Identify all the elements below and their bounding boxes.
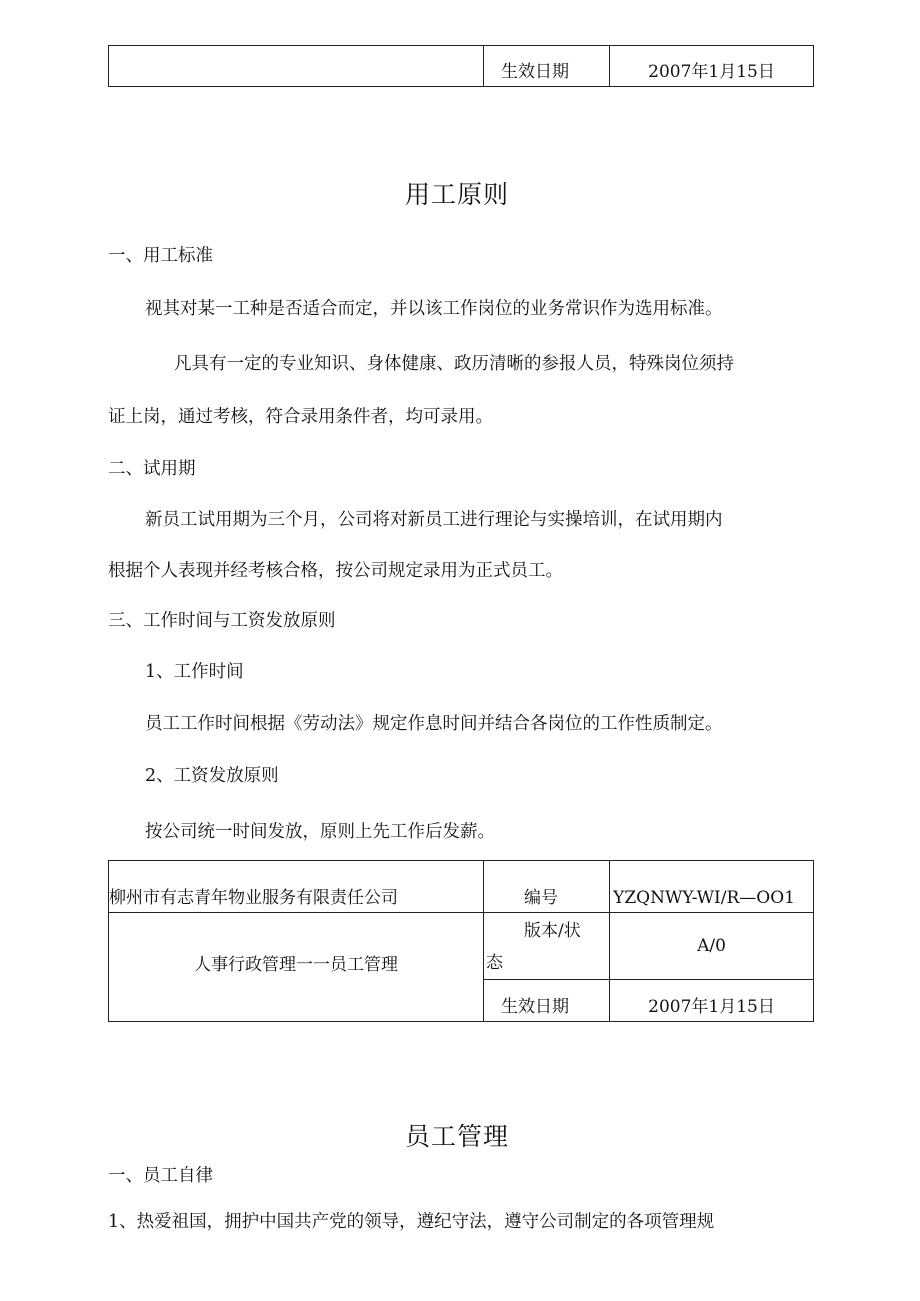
top-header-empty-cell [109, 46, 484, 87]
paragraph-probation-line1: 新员工试用期为三个月，公司将对新员工进行理论与实操培训，在试用期内 [145, 510, 723, 530]
mid-effective-date-label: 生效日期 [484, 980, 610, 1022]
version-label-line1: 版本/状 [524, 921, 581, 941]
section-title-employment-principles: 用工原则 [405, 180, 510, 209]
top-effective-date-label: 生效日期 [484, 46, 610, 87]
version-value-cell: A/0 [610, 913, 814, 980]
doc-title-cell: 人事行政管理一一员工管理 [109, 913, 484, 1022]
section-title-employee-management: 员工管理 [405, 1122, 510, 1151]
version-label-line2: 态 [486, 953, 503, 973]
paragraph-standard-2-line2: 证上岗，通过考核，符合录用条件者，均可录用。 [108, 407, 493, 427]
top-header-table [108, 45, 814, 87]
heading-work-time-and-salary: 三、工作时间与工资发放原则 [108, 611, 336, 631]
subheading-salary: 2、工资发放原则 [145, 766, 279, 786]
paragraph-salary: 按公司统一时间发放，原则上先工作后发薪。 [145, 822, 495, 842]
mid-header-table [108, 860, 814, 1022]
version-label-cell [484, 913, 610, 980]
paragraph-standard-2-line1: 凡具有一定的专业知识、身体健康、政历清晰的参报人员，特殊岗位须持 [174, 354, 734, 374]
item-1-line1: 1、热爱祖国，拥护中国共产党的领导，遵纪守法，遵守公司制定的各项管理规 [108, 1212, 715, 1232]
heading-employment-standard: 一、用工标准 [108, 246, 213, 266]
paragraph-probation-line2: 根据个人表现并经考核合格，按公司规定录用为正式员工。 [108, 561, 563, 581]
heading-employee-self-discipline: 一、员工自律 [108, 1166, 213, 1186]
paragraph-work-time: 员工工作时间根据《劳动法》规定作息时间并结合各岗位的工作性质制定。 [145, 714, 723, 734]
top-effective-date-value: 2007年1月15日 [610, 46, 814, 87]
subheading-work-time: 1、工作时间 [145, 662, 244, 682]
number-value-cell: YZQNWY-WI/R—OO1 [610, 861, 814, 913]
number-label-cell: 编号 [484, 861, 610, 913]
paragraph-standard-1: 视其对某一工种是否适合而定，并以该工作岗位的业务常识作为选用标准。 [145, 299, 723, 319]
heading-probation: 二、试用期 [108, 459, 196, 479]
company-name-cell: 柳州市有志青年物业服务有限责任公司 [109, 861, 484, 913]
mid-effective-date-value: 2007年1月15日 [610, 980, 814, 1022]
